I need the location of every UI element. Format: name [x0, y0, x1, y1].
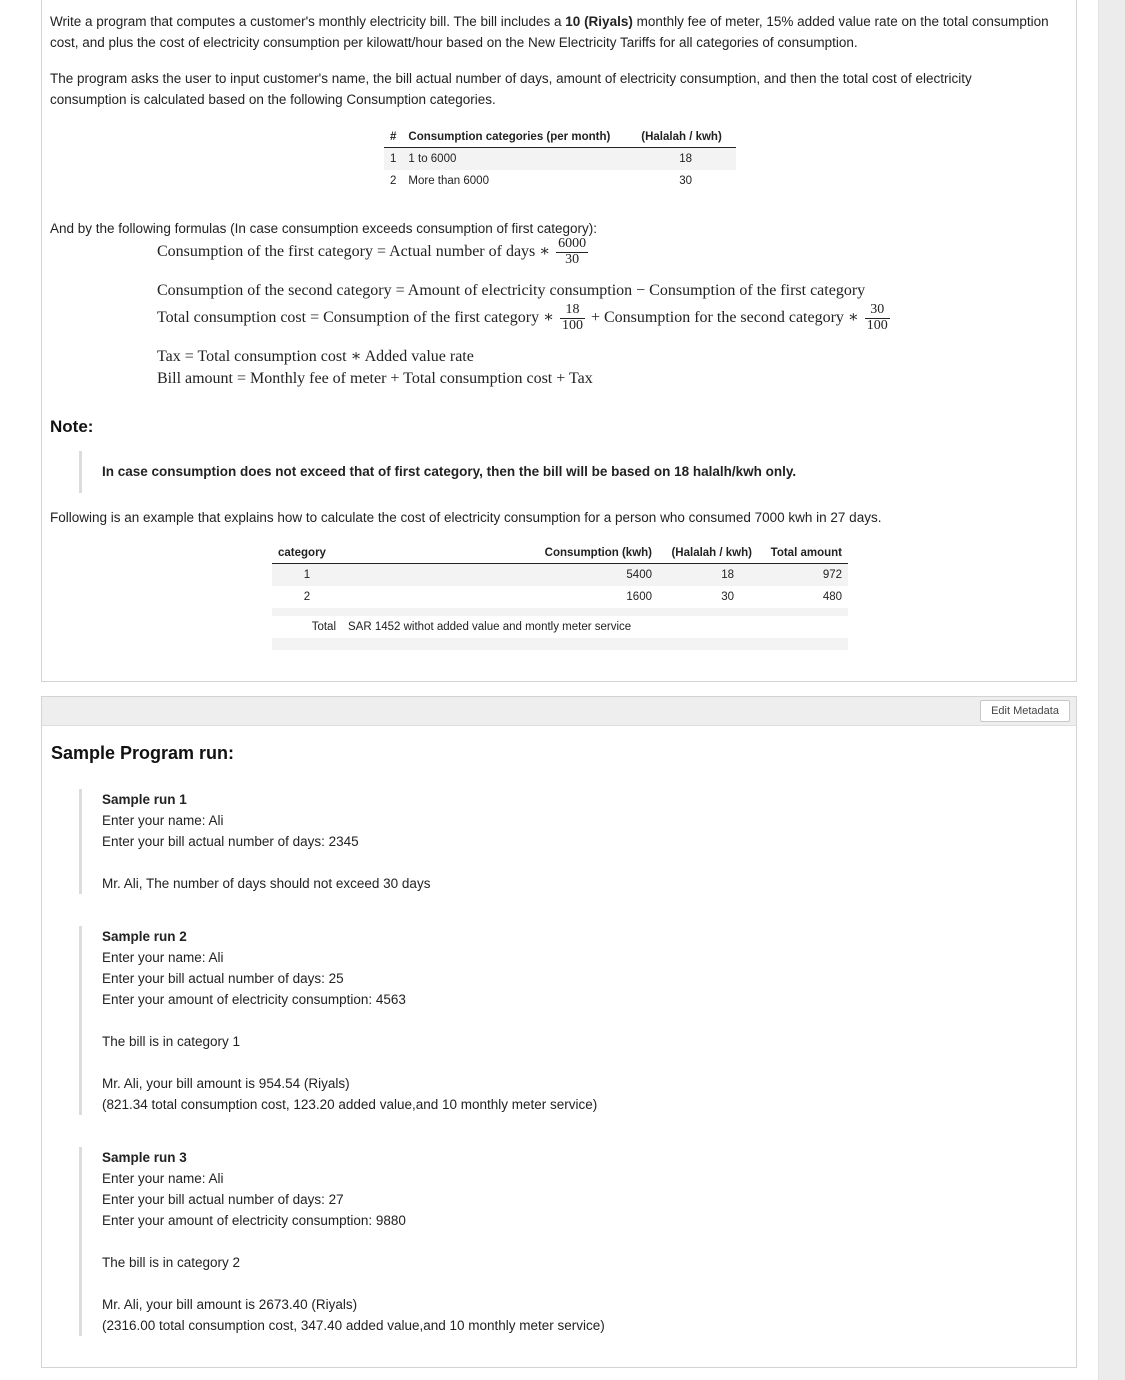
run-line: Enter your bill actual number of days: 2345	[102, 834, 359, 849]
run-line: Enter your amount of electricity consumption: 4563	[102, 992, 406, 1007]
formula-total-cost: Total consumption cost = Consumption of the first category ∗ $\frac{18}{100}$ + Consumption for the second category ∗ $\frac{30}{100}$	[157, 302, 888, 333]
formula-tax: Tax = Total consumption cost ∗ Added value rate	[157, 348, 474, 365]
run-category: The bill is in category 1	[102, 1034, 241, 1049]
sample-run-2	[79, 926, 979, 1115]
program-asks-paragraph: The program asks the user to input customer's name, the bill actual number of days, amount of electricity consumption, and then the total cost of electricity consumption is calculated based on the following Consumption categories.	[50, 71, 972, 107]
example-intro: Following is an example that explains how to calculate the cost of electricity consumption for a person who consumed 7000 kwh in 27 days.	[50, 510, 882, 525]
run-output: Mr. Ali, The number of days should not exceed 30 days	[102, 876, 431, 891]
table-row: 2 More than 6000 30	[390, 175, 693, 187]
fraction: $\frac{30}{100}$	[866, 302, 888, 333]
example-table	[272, 543, 848, 650]
table-header: Consumption categories (per month)	[402, 127, 635, 148]
fraction: $\frac{18}{100}$	[561, 302, 583, 333]
note-text: In case consumption does not exceed that of first category, then the bill will be based on 18 halalh/kwh only.	[102, 464, 797, 479]
formulas-intro: And by the following formulas (In case consumption exceeds consumption of first category):	[50, 221, 598, 236]
table-row-spacer	[272, 608, 848, 616]
run-output: (2316.00 total consumption cost, 347.40 added value,and 10 monthly meter service)	[102, 1318, 605, 1333]
note-blockquote	[79, 451, 979, 493]
cell-toolbar	[42, 697, 1076, 726]
table-header: #	[384, 127, 402, 148]
sample-run-3	[79, 1147, 979, 1336]
sample-run-1	[79, 789, 979, 894]
formula-bill-amount: Bill amount = Monthly fee of meter + Total consumption cost + Tax	[157, 370, 593, 387]
formula-second-category: Consumption of the second category = Amount of electricity consumption − Consumption of the first category	[157, 282, 866, 299]
run-line: Enter your bill actual number of days: 25	[102, 971, 344, 986]
table-row: 2 1600 30 480	[303, 591, 842, 603]
run-output: Mr. Ali, your bill amount is 954.54 (Riyals)	[102, 1076, 350, 1091]
intro-paragraph: Write a program that computes a customer's monthly electricity bill. The bill includes a 10 (Riyals) monthly fee of meter, 15% added value rate on the total consumption cost, and plus the cost of electricity consumption per kilowatt/hour based on the New Electricity Tariffs for all categories of consumption.	[50, 14, 1049, 50]
markdown-cell-sample-runs[interactable]	[41, 696, 1077, 1368]
table-row: 1 1 to 6000 18	[384, 148, 736, 171]
edit-metadata-button[interactable]: Edit Metadata	[980, 700, 1070, 722]
run-category: The bill is in category 2	[102, 1255, 241, 1270]
table-header: category	[272, 543, 342, 564]
formula-first-category: Consumption of the first category = Actual number of days ∗ $\frac{6000}{30}$	[157, 236, 587, 267]
run-line: Enter your name: Ali	[102, 813, 224, 828]
table-row: 1 5400 18 972	[272, 564, 848, 587]
vertical-scrollbar[interactable]	[1098, 0, 1125, 1380]
table-header: Consumption (kwh)	[342, 543, 658, 564]
run-line: Enter your name: Ali	[102, 950, 224, 965]
run-line: Enter your bill actual number of days: 27	[102, 1192, 344, 1207]
run-title: Sample run 3	[102, 1150, 187, 1165]
note-heading: Note:	[50, 417, 94, 436]
markdown-cell-problem[interactable]	[41, 0, 1077, 682]
run-line: Enter your amount of electricity consumption: 9880	[102, 1213, 406, 1228]
run-title: Sample run 2	[102, 929, 187, 944]
table-row-total: Total SAR 1452 withot added value and montly meter service	[311, 621, 632, 633]
fraction: $\frac{6000}{30}$	[558, 236, 587, 267]
table-header: (Halalah / kwh)	[658, 543, 758, 564]
run-output: (821.34 total consumption cost, 123.20 added value,and 10 monthly meter service)	[102, 1097, 598, 1112]
run-line: Enter your name: Ali	[102, 1171, 224, 1186]
run-title: Sample run 1	[102, 792, 187, 807]
table-header: (Halalah / kwh)	[635, 127, 736, 148]
table-row-spacer	[272, 638, 848, 650]
consumption-categories-table	[384, 127, 736, 192]
table-header: Total amount	[758, 543, 848, 564]
run-output: Mr. Ali, your bill amount is 2673.40 (Riyals)	[102, 1297, 358, 1312]
sample-program-heading: Sample Program run:	[51, 743, 235, 763]
